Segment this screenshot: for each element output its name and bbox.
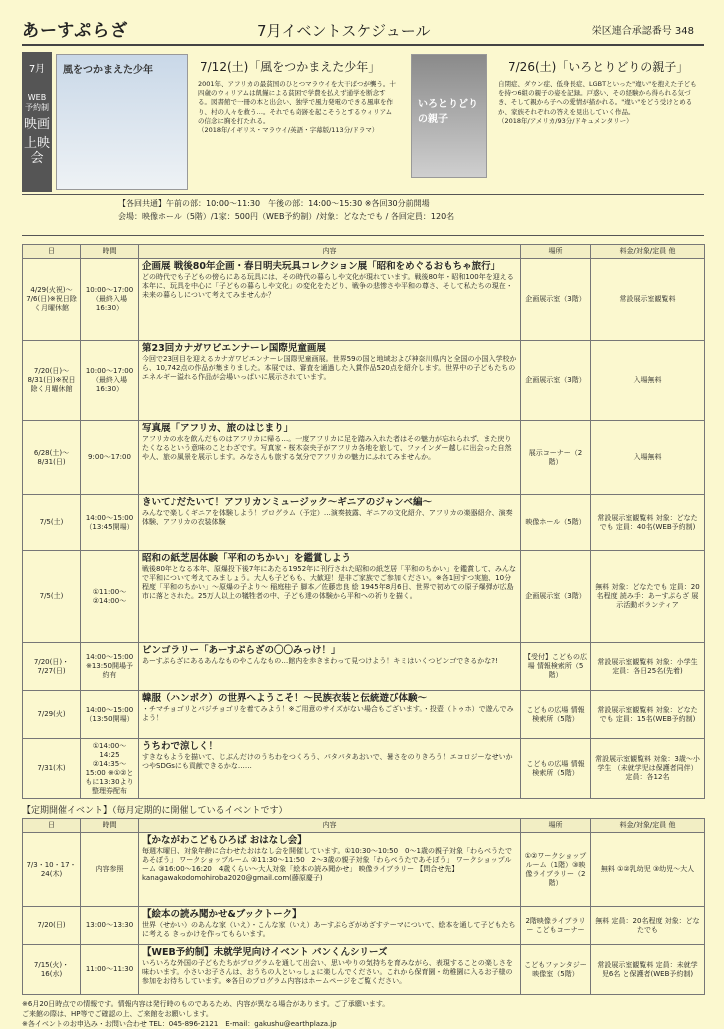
row-fee: 入場無料 xyxy=(591,421,705,495)
row-body: 今回で23回目を迎えるカナガワビエンナーレ国際児童画展。世界59の国と地域および神奈川県内と全国の小国入学校から、10,742点の作品が集まりました。本展では、審査を通過した入賞作品520点を紹介します。世界中の子どもたちのエネルギー溢れる作品が会場いっぱいに展示されています。 xyxy=(142,355,517,381)
table-row xyxy=(23,907,705,945)
row-content xyxy=(139,739,521,799)
header-fee: 料金/対象/定員 他 xyxy=(591,819,705,833)
row-title: 企画展 戦後80年企画・春日明夫玩具コレクション展「昭和をめぐるおもちゃ旅行」 xyxy=(142,261,501,272)
row-date: 7/20(日) xyxy=(23,907,81,945)
row-body: みんなで楽しくギニアを体験しよう！プログラム（予定）…演奏披露、ギニアの文化紹介、アフリカの楽器紹介、演奏体験、アフリカの衣装体験 xyxy=(142,509,513,526)
film2-title: 7/26(土)「いろとりどりの親子」 xyxy=(508,60,689,74)
row-place: 映像ホール（5階） xyxy=(521,495,591,551)
row-time: 11:00〜11:30 xyxy=(81,945,139,995)
row-date: 7/29(火) xyxy=(23,691,81,739)
row-title: うちわで涼しく！ xyxy=(142,741,219,752)
row-time: 13:00〜13:30 xyxy=(81,907,139,945)
row-title: 【かながわこどもひろば おはなし会】 xyxy=(142,835,307,846)
row-content xyxy=(139,833,521,907)
header-place: 場所 xyxy=(521,819,591,833)
header-date: 日 xyxy=(23,819,81,833)
side-reserve: 予約制 xyxy=(25,103,49,112)
page-footer xyxy=(22,999,704,1029)
table-row xyxy=(23,495,705,551)
film2-desc-text: 自閉症、ダウン症、低身長症、LGBTといった"違い"を抱えた子どもを持つ6組の親子の姿を記録。戸惑い、その経験から得られる気づき、そして親から子への愛情が描かれる。"違い"をどう受けとめるか、家族それぞれの答えを見出していく作品。 xyxy=(498,80,697,116)
row-date: 6/28(土)〜8/31(日) xyxy=(23,421,81,495)
row-place: 企画展示室（3階） xyxy=(521,341,591,421)
row-date: 7/31(木) xyxy=(23,739,81,799)
row-title: ビンゴラリー「あーすぷらざの〇〇みっけ！」 xyxy=(142,645,341,656)
page-title: 7月イベントスケジュール xyxy=(257,22,431,40)
row-time: 10:00〜17:00（最終入場16:30） xyxy=(81,259,139,341)
regular-event-table xyxy=(22,818,705,995)
row-time: 内容参照 xyxy=(81,833,139,907)
regular-table-header xyxy=(23,819,705,833)
row-time: 9:00〜17:00 xyxy=(81,421,139,495)
film1-title: 7/12(土)「風をつかまえた少年」 xyxy=(200,60,381,74)
row-time: 10:00〜17:00（最終入場16:30） xyxy=(81,341,139,421)
header-time: 時間 xyxy=(81,819,139,833)
film2-description xyxy=(498,80,698,126)
film2-credit: （2018年/アメリカ/93分/ドキュメンタリー） xyxy=(498,116,633,125)
row-body: 戦後80年となる本年、原爆投下後7年にあたる1952年に刊行された昭和の紙芝居「平和のちかい」を鑑賞して、みんなで平和について考えてみましょう。大人も子どもも、大歓迎！是非ご家族でご参加ください。※各1回すつ実施、10分程度「平和のちかい」〜原爆の子より〜 稲庭桂子 脚本／佐藤忠良 絵 1945年8月6日、世界で初めての原子爆弾が広島市に落とされた。25万人以上の犠牲者の中、子ども達の体験から平和への祈りを描く。 xyxy=(142,565,517,600)
header-content: 内容 xyxy=(139,245,521,259)
row-body: どの時代でも子どもの傍らにある玩具には、その時代の暮らしや文化が現れています。戦後80年・昭和100年を迎える本年に、玩具を中心に「子どもの暮らしや文化」の変化をたどり、戦争の悲惨さや平和の尊さ、そして私たちの現在・未来の暮らしについて考えてみませんか？ xyxy=(142,273,514,299)
row-place: ①②ワークショップルーム（1階）③映像ライブラリー（2階） xyxy=(521,833,591,907)
row-content xyxy=(139,945,521,995)
common-line-2: 会場：映像ホール（5階）/1家：500円（WEB予約制）/対象：どなたでも / 各回定員：120名 xyxy=(118,212,455,221)
common-line-1: 【各回共通】午前の部：10:00〜11:30 午後の部：14:00〜15:30 ※各回30分前開場 xyxy=(118,199,430,208)
row-fee: 無料 ①②乳幼児 ③幼児〜大人 xyxy=(591,833,705,907)
row-fee: 常設展示室観覧料 xyxy=(591,259,705,341)
row-body: 世界（せかい）のあんな家（いえ）・こんな家（いえ）あーすぷらざがめざすテーマについて、絵本を通して子どもたちに考える きっかけを作ってもらいます。 xyxy=(142,921,516,938)
row-date: 7/15(火)・16(水) xyxy=(23,945,81,995)
poster-title-2: いろとりどりの親子 xyxy=(418,99,478,125)
row-body: すきなもようを描いて、じぶんだけのうちわをつくろう、パタパタあおいで、暑さをのりきろう！エコロジーなせいかつやSDGsにも貢献できるかな…… xyxy=(142,753,513,770)
row-date: 7/3・10・17・24(木) xyxy=(23,833,81,907)
movie-section xyxy=(22,52,704,195)
row-title: 【絵本の読み聞かせ&ブックトーク】 xyxy=(142,909,302,920)
row-date: 4/29(火祝)〜7/6(日)※祝日除く月曜休館 xyxy=(23,259,81,341)
row-title: 第23回カナガワビエンナーレ国際児童画展 xyxy=(142,343,326,354)
table-row xyxy=(23,341,705,421)
regular-events-title: 【定期開催イベント】（毎月定期的に開催しているイベントです） xyxy=(22,806,288,816)
row-fee: 常設展示室観覧料 対象：3歳〜小学生 （未就学児は保護者同伴） 定員：各12名 xyxy=(591,739,705,799)
row-time: ①11:00〜 ②14:00〜 xyxy=(81,551,139,643)
row-content xyxy=(139,907,521,945)
row-place: 展示コーナー（2階） xyxy=(521,421,591,495)
table-row xyxy=(23,945,705,995)
table-row xyxy=(23,739,705,799)
side-web: WEB xyxy=(27,93,47,102)
header-time: 時間 xyxy=(81,245,139,259)
logo xyxy=(22,16,128,41)
row-body: いろいろな外国の子どもたちがプログラムを通して出会い、思いやりの気持ちを育みながら、表現することの楽しさを味わいます。小さいお子さんは、おうちの人といっしょに楽しんでください。これから保育園・幼稚園に入るお子様の参加をお待ちしています。※各日のプログラム内容はホームページをご覧ください。 xyxy=(142,959,513,985)
table-row xyxy=(23,259,705,341)
row-fee: 無料 定員：20名程度 対象：どなたでも xyxy=(591,907,705,945)
header-place: 場所 xyxy=(521,245,591,259)
poster-image-2 xyxy=(411,54,487,178)
row-title: 昭和の紙芝居体験「平和のちかい」を鑑賞しよう xyxy=(142,553,352,564)
row-body: ・チマチョゴリとパジチョゴリを着てみよう！※ご用意のサイズがない場合もございます。・投壺（トゥホ）で遊んでみよう！ xyxy=(142,705,514,722)
row-date: 7/20(日)〜8/31(日)※祝日除く月曜休館 xyxy=(23,341,81,421)
table-row xyxy=(23,691,705,739)
row-title: きいて♪だたいて！アフリカンミュージック〜ギニアのジャンベ編〜 xyxy=(142,497,433,508)
side-movie: 映画 xyxy=(23,117,50,132)
table-row xyxy=(23,421,705,495)
poster-title-1: 風をつかまえた少年 xyxy=(63,65,153,76)
row-place: こどもの広場 情報検索所（5階） xyxy=(521,691,591,739)
movie-common-info xyxy=(22,195,704,236)
logo-text: あーすぷらざ xyxy=(22,21,129,41)
row-fee: 入場無料 xyxy=(591,341,705,421)
event-table xyxy=(22,244,705,799)
side-screening: 上映会 xyxy=(23,136,50,166)
row-time: ①14:00〜14:25 ②14:35〜15:00 ※①②ともに13:30より整理券配布 xyxy=(81,739,139,799)
event-table-header xyxy=(23,245,705,259)
row-place: こどもの広場 情報検索所（5階） xyxy=(521,739,591,799)
header-date: 日 xyxy=(23,245,81,259)
row-content xyxy=(139,495,521,551)
row-fee: 無料 対象：どなたでも 定員：20名程度 読み手：あーすぷらざ 展示活動ボランティア xyxy=(591,551,705,643)
footer-note-2: ご来館の際は、HP等でご確認の上、ご来館をお願いします。 xyxy=(22,1010,213,1018)
film1-credit: （2018年/イギリス・マラウイ/英語・字幕版/113分/ドラマ） xyxy=(198,126,379,135)
row-time: 14:00〜15:00 ※13:50開場予約有 xyxy=(81,643,139,691)
row-place: 【受付】こどもの広場 情報検索所（5階） xyxy=(521,643,591,691)
row-place: 企画展示室（3階） xyxy=(521,551,591,643)
row-content xyxy=(139,691,521,739)
film1-desc-text: 2001年、アフリカの最貧国のひとつマラウイを大干ばつが襲う。十四歳のウィリアムは飢饉による貧困で学費を払えず通学を断念する。図書館で一冊の本と出会い、独学で風力発電のできる風車を作り、村の人々を救う…。それでも奇跡を起こそうとするウィリアムの信念に胸を打たれる。 xyxy=(198,80,396,125)
row-date: 7/5(土) xyxy=(23,495,81,551)
row-time: 14:00〜15:00（13:50開場） xyxy=(81,691,139,739)
row-content xyxy=(139,643,521,691)
row-title: 【WEB予約制】未就学児向けイベント パンくんシリーズ xyxy=(142,947,388,958)
row-date: 7/5(土) xyxy=(23,551,81,643)
footer-contact: ※各イベントのお申込み・お問い合わせ TEL：045-896-2121 E-mail：gakushu@earthplaza.jp xyxy=(22,1020,337,1028)
film1-description xyxy=(198,80,398,135)
row-place: 企画展示室（3階） xyxy=(521,259,591,341)
row-body: アフリカの水を飲んだものはアフリカに帰る…。一度アフリカに足を踏み入れた者はその魅力が忘れられず、また戻りたくなるという意味のことわざです。写真家・桜木奈央子がアフリカ各地を旅して、ファインダー越しに出会った自然や人、旅の風景を展示します。みなさんも旅する気分でアフリカの魅力にふれてみませんか。 xyxy=(142,435,512,461)
row-body: あーすぷらざにあるあんなものやこんなもの…館内を歩きまわって見つけよう！キミはいくつビンゴできるかな?! xyxy=(142,657,498,665)
row-fee: 常設展示室観覧料 対象：小学生 定員：各日25名(先着) xyxy=(591,643,705,691)
common-info-text xyxy=(118,197,454,223)
row-fee: 常設展示室観覧料 定員：未就学児6名 と保護者(WEB予約制) xyxy=(591,945,705,995)
row-date: 7/20(日)・7/27(日) xyxy=(23,643,81,691)
row-content xyxy=(139,421,521,495)
table-row xyxy=(23,643,705,691)
row-fee: 常設展示室観覧料 対象：どなたでも 定員：40名(WEB予約制) xyxy=(591,495,705,551)
row-content xyxy=(139,259,521,341)
row-title: 韓服（ハンボク）の世界へようこそ！〜民族衣装と伝統遊び体験〜 xyxy=(142,693,428,704)
poster-image-1 xyxy=(56,54,188,190)
header-fee: 料金/対象/定員 他 xyxy=(591,245,705,259)
page-header xyxy=(22,14,704,46)
row-content xyxy=(139,551,521,643)
row-place: こどもファンタジー映像室（5階） xyxy=(521,945,591,995)
side-month: 7月 xyxy=(28,64,46,75)
row-content xyxy=(139,341,521,421)
movie-side-label xyxy=(22,52,52,192)
table-row xyxy=(23,833,705,907)
approval-number: 栄区連合承認番号 348 xyxy=(591,26,694,37)
row-fee: 常設展示室観覧料 対象：どなたでも 定員：15名(WEB予約制) xyxy=(591,691,705,739)
row-title: 写真展「アフリカ、旅のはじまり」 xyxy=(142,423,294,434)
row-body: 毎週木曜日、対象年齢に合わせたおはなし会を開催しています。①10:30〜10:50 0〜1歳の親子対象「わらべうたであそぼう」 ワークショップルーム ②11:30〜11:50 2〜3歳の親子対象「わらべうたであそぼう」 ワークショップルーム ③16:00〜16:20 4歳くらい〜大人対象「絵本の読み聞かせ」 映像ライブラリー 【問合せ先】kanagawakodomohiroba2020@gmail.com(藤原慶子) xyxy=(142,847,512,882)
header-content: 内容 xyxy=(139,819,521,833)
row-time: 14:00〜15:00（13:45開場） xyxy=(81,495,139,551)
footer-note-1: ※6月20日時点での情報です。情報内容は発行時のものであるため、内容が異なる場合があります。ご了承願います。 xyxy=(22,1000,390,1008)
table-row xyxy=(23,551,705,643)
row-place: 2階映像ライブラリー こどもコーナー xyxy=(521,907,591,945)
